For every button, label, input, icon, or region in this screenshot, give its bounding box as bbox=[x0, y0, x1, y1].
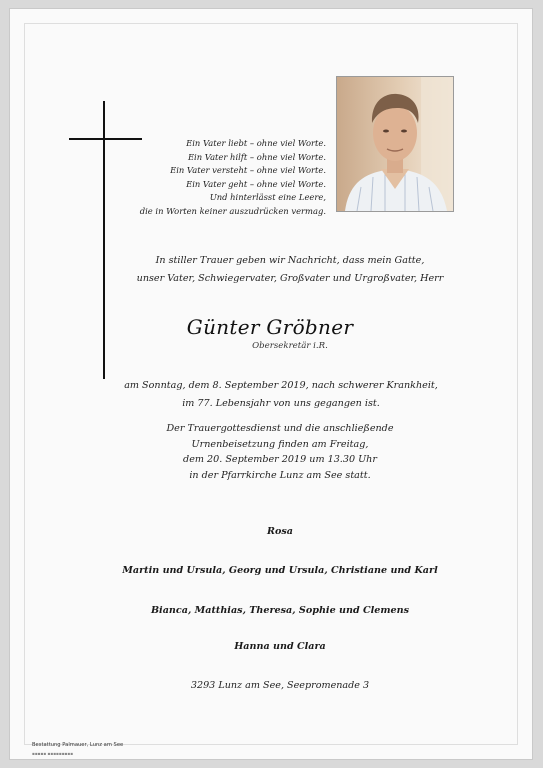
deceased-title: Obersekretär i.R. bbox=[252, 341, 328, 351]
service-line: dem 20. September 2019 um 13.30 Uhr bbox=[183, 454, 377, 465]
funeral-service bbox=[130, 421, 430, 483]
funeral-home-credit: Bestattung Palmauer, Lunz am See bbox=[32, 742, 124, 748]
death-notice-line: im 77. Lebensjahr von uns gegangen ist. bbox=[182, 398, 380, 409]
family-address: 3293 Lunz am See, Seepromenade 3 bbox=[190, 680, 370, 691]
family-spouse: Rosa bbox=[267, 526, 293, 537]
service-line: Der Trauergottesdienst und die anschließende bbox=[166, 423, 394, 434]
intro-line: unser Vater, Schwiegervater, Großvater und Urgroßvater, Herr bbox=[136, 273, 444, 284]
family-children: Martin und Ursula, Georg und Ursula, Christiane und Karl bbox=[122, 565, 438, 576]
service-line: in der Pfarrkirche Lunz am See statt. bbox=[189, 469, 371, 481]
portrait-photo bbox=[336, 76, 454, 212]
poem-line: Und hinterlässt eine Leere, bbox=[209, 192, 326, 202]
death-notice-line: am Sonntag, dem 8. September 2019, nach schwerer Krankheit, bbox=[124, 380, 438, 391]
poem-line: Ein Vater geht – ohne viel Worte. bbox=[186, 178, 326, 189]
cross-vertical-bar bbox=[103, 101, 105, 379]
poem-line: Ein Vater hilft – ohne viel Worte. bbox=[187, 151, 326, 162]
intro-text bbox=[100, 252, 480, 288]
intro-line: In stiller Trauer geben wir Nachricht, dass mein Gatte, bbox=[155, 255, 425, 266]
deceased-name: Günter Gröbner bbox=[186, 315, 354, 339]
portrait-image bbox=[337, 77, 453, 211]
family-grandchildren: Bianca, Matthias, Theresa, Sophie und Clemens bbox=[150, 605, 410, 616]
family-great-grandchildren: Hanna und Clara bbox=[234, 641, 326, 652]
footer-small-print: ▪▪▪▪▪ ▪▪▪▪▪▪▪▪▪ bbox=[32, 751, 74, 756]
poem bbox=[112, 137, 326, 218]
poem-line: Ein Vater liebt – ohne viel Worte. bbox=[186, 138, 326, 148]
poem-line: die in Worten keiner auszudrücken vermag. bbox=[139, 205, 326, 216]
death-notice bbox=[96, 377, 466, 413]
poem-line: Ein Vater versteht – ohne viel Worte. bbox=[170, 165, 326, 175]
service-line: Urnenbeisetzung finden am Freitag, bbox=[191, 438, 369, 450]
